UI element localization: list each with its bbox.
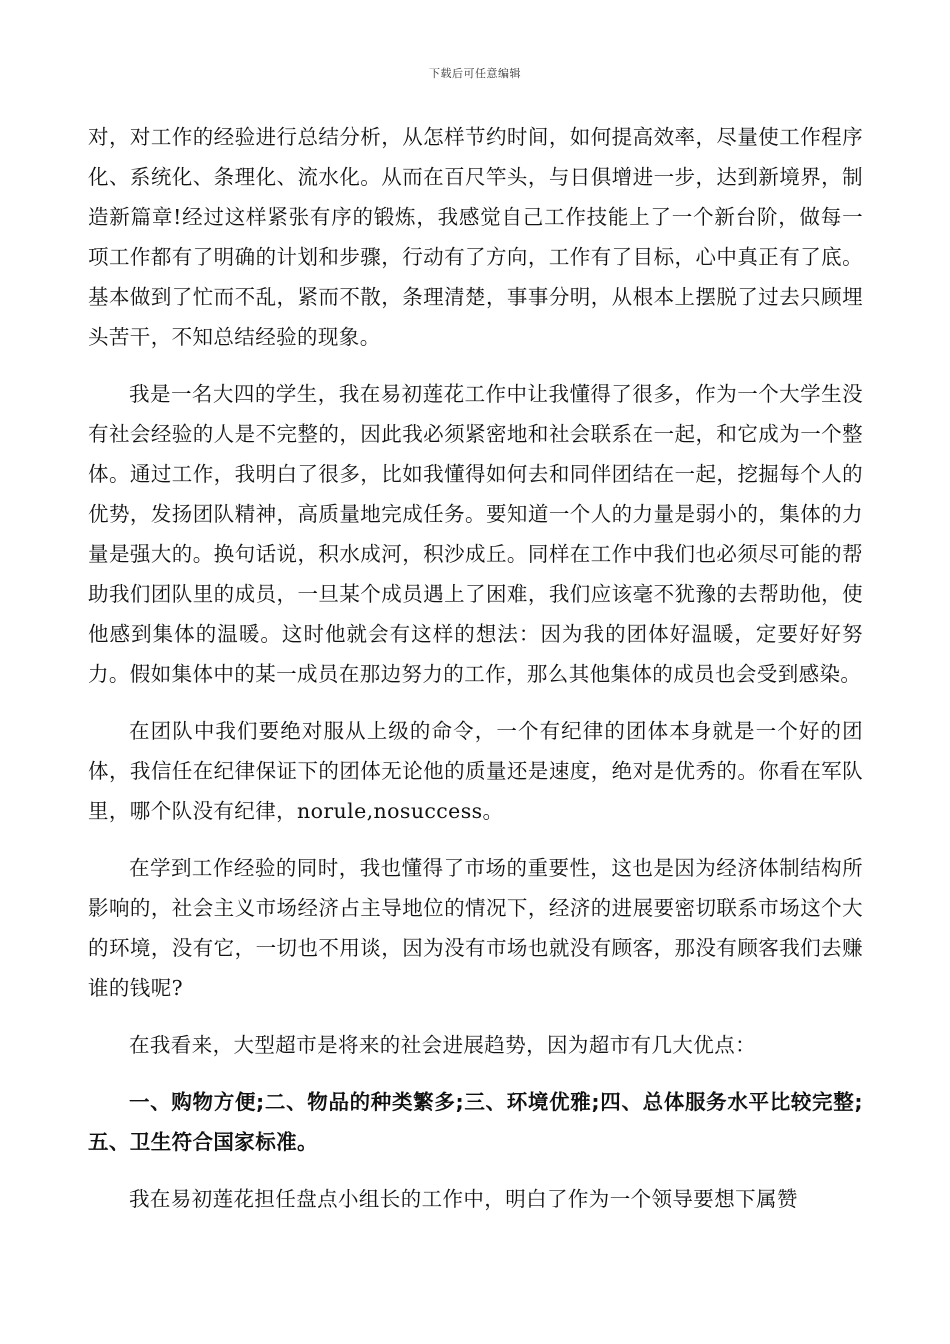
document-body: [88, 117, 863, 1236]
paragraph-7: 我在易初莲花担任盘点小组长的工作中，明白了作为一个领导要想下属赞: [129, 1187, 798, 1211]
paragraph-5: 在我看来，大型超市是将来的社会进展趋势，因为超市有几大优点：: [129, 1033, 756, 1057]
paragraph-2: 我是一名大四的学生，我在易初莲花工作中让我懂得了很多，作为一个大学生没有社会经验的人是不完整的，因此我必须紧密地和社会联系在一起，和它成为一个整体。通过工作，我明白了很多，比如我懂得如何去和同伴团结在一起，挖掘每个人的优势，发扬团队精神，高质量地完成任务。要知道一个人的力量是弱小的，集体的力量是强大的。换句话说，积水成河，积沙成丘。同样在工作中我们也必须尽可能的帮助我们团队里的成员，一旦某个成员遇上了困难，我们应该毫不犹豫的去帮助他，使他感到集体的温暖。这时他就会有这样的想法：因为我的团体好温暖，定要好好努力。假如集体中的某一成员在那边努力的工作，那么其他集体的成员也会受到感染。: [88, 382, 863, 686]
paragraph-3: 在团队中我们要绝对服从上级的命令，一个有纪律的团体本身就是一个好的团体，我信任在纪律保证下的团体无论他的质量还是速度，绝对是优秀的。你看在军队里，哪个队没有纪律，norule,nosuccess。: [88, 719, 863, 823]
paragraph-4: 在学到工作经验的同时，我也懂得了市场的重要性，这也是因为经济体制结构所影响的，社会主义市场经济占主导地位的情况下，经济的进展要密切联系市场这个大的环境，没有它，一切也不用谈，因为没有市场也就没有顾客，那没有顾客我们去赚谁的钱呢?: [88, 856, 863, 1000]
paragraph-advantages: 一、购物方便;二、物品的种类繁多;三、环境优雅;四、总体服务水平比较完整;五、卫生符合国家标准。: [88, 1090, 863, 1154]
page-header: 下载后可任意编辑: [429, 67, 521, 80]
paragraph-1: 对，对工作的经验进行总结分析，从怎样节约时间，如何提高效率，尽量使工作程序化、系统化、条理化、流水化。从而在百尺竿头，与日俱增进一步，达到新境界，制造新篇章!经过这样紧张有序的锻炼，我感觉自己工作技能上了一个新台阶，做每一项工作都有了明确的计划和步骤，行动有了方向，工作有了目标，心中真正有了底。基本做到了忙而不乱，紧而不散，条理清楚，事事分明，从根本上摆脱了过去只顾埋头苦干，不知总结经验的现象。: [88, 125, 863, 349]
